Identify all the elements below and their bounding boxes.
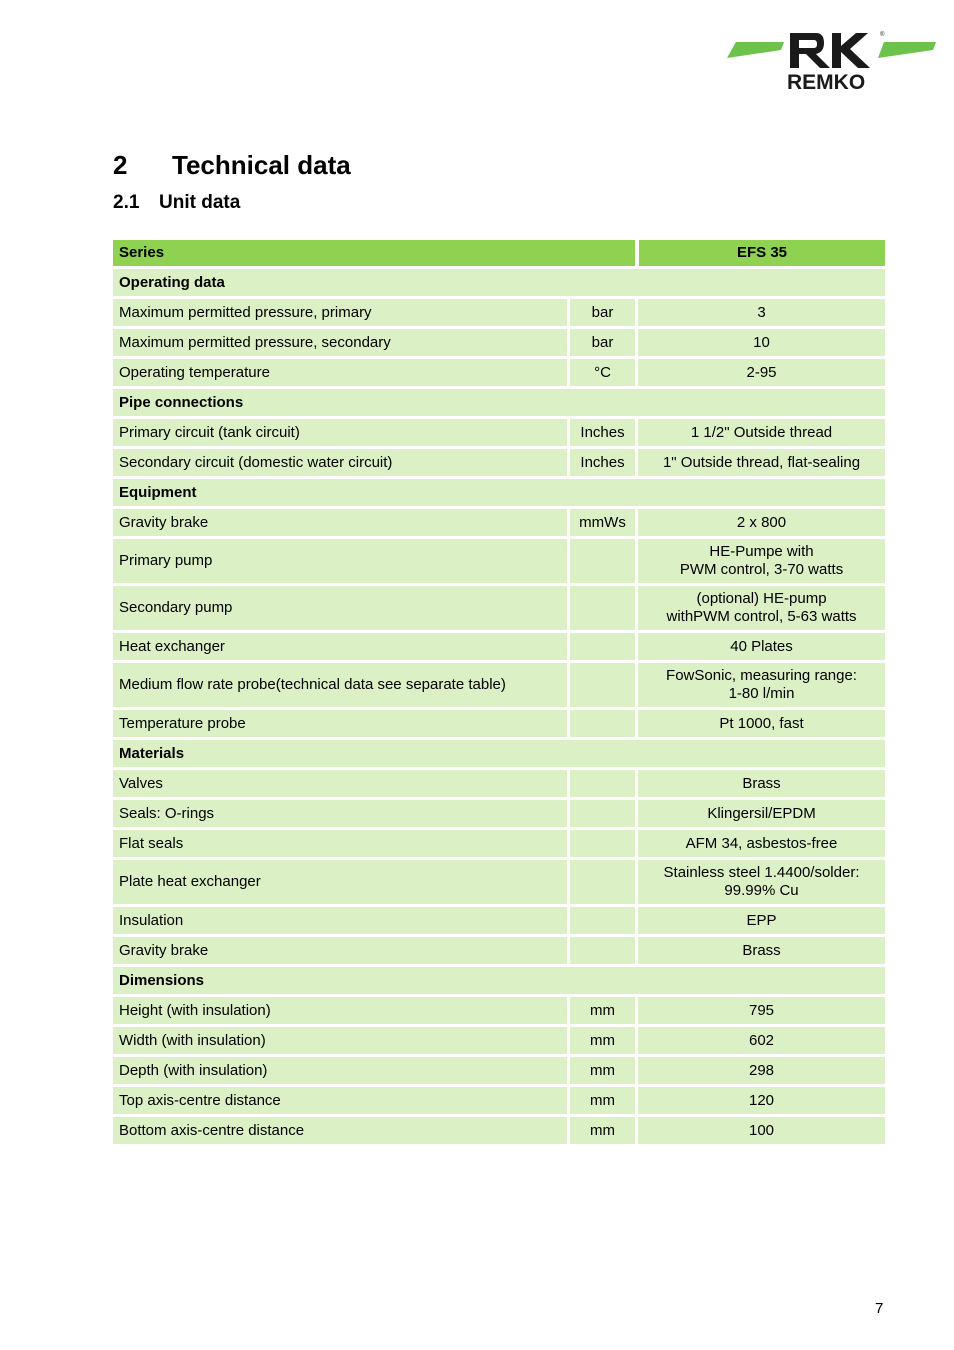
row-value — [635, 907, 885, 934]
value-line: 100 — [749, 1121, 775, 1139]
table-row — [113, 586, 885, 630]
row-label: Temperature probe — [113, 710, 567, 737]
row-unit: bar — [567, 299, 635, 326]
table-row — [113, 830, 885, 857]
row-value — [635, 860, 885, 904]
row-unit: mm — [567, 1087, 635, 1114]
value-line: Pt 1000, fast — [719, 714, 804, 732]
row-value — [635, 539, 885, 583]
table-row — [113, 359, 885, 386]
row-unit — [567, 633, 635, 660]
table-row — [113, 1057, 885, 1084]
value-line: 795 — [749, 1001, 775, 1019]
table-row — [113, 860, 885, 904]
page-number: 7 — [875, 1300, 884, 1317]
value-line: 3 — [757, 303, 766, 321]
table-header-row — [113, 240, 885, 266]
value-line: EPP — [746, 911, 777, 929]
row-unit: mmWs — [567, 509, 635, 536]
subheading-number: 2.1 — [113, 192, 140, 213]
value-line: Klingersil/EPDM — [707, 804, 816, 822]
row-value — [635, 509, 885, 536]
heading-title: Technical data — [172, 150, 351, 180]
value-line: PWM control, 3-70 watts — [679, 561, 844, 578]
row-label: Primary pump — [113, 539, 567, 583]
row-unit — [567, 907, 635, 934]
row-value — [635, 1117, 885, 1144]
value-line: 40 Plates — [730, 637, 793, 655]
unit-data-table-body — [113, 240, 885, 1144]
row-unit — [567, 800, 635, 827]
row-label: Primary circuit (tank circuit) — [113, 419, 567, 446]
value-line: Brass — [742, 774, 781, 792]
table-row — [113, 633, 885, 660]
row-label: Seals: O-rings — [113, 800, 567, 827]
value-line: withPWM control, 5-63 watts — [666, 608, 857, 625]
table-row — [113, 449, 885, 476]
table-row — [113, 997, 885, 1024]
table-row — [113, 907, 885, 934]
section-title: Equipment — [113, 479, 885, 506]
table-row — [113, 710, 885, 737]
remko-logo — [724, 28, 938, 94]
row-unit — [567, 663, 635, 707]
row-value — [635, 1027, 885, 1054]
table-row — [113, 800, 885, 827]
value-line: 120 — [749, 1091, 775, 1109]
value-line: 602 — [749, 1031, 775, 1049]
row-label: Secondary pump — [113, 586, 567, 630]
section-heading — [113, 192, 240, 214]
row-unit: Inches — [567, 449, 635, 476]
row-label: Secondary circuit (domestic water circuit) — [113, 449, 567, 476]
row-value — [635, 329, 885, 356]
row-label: Gravity brake — [113, 509, 567, 536]
row-label: Gravity brake — [113, 937, 567, 964]
table-row — [113, 1087, 885, 1114]
series-value: EFS 35 — [635, 240, 885, 266]
row-unit — [567, 830, 635, 857]
value-line: Stainless steel 1.4400/solder: — [663, 864, 860, 881]
svg-text:®: ® — [880, 32, 885, 38]
row-unit: mm — [567, 997, 635, 1024]
row-label: Heat exchanger — [113, 633, 567, 660]
row-unit: °C — [567, 359, 635, 386]
remko-logo-mark — [724, 28, 938, 94]
row-unit: bar — [567, 329, 635, 356]
row-value — [635, 359, 885, 386]
row-value — [635, 419, 885, 446]
value-line: 99.99% Cu — [724, 882, 799, 899]
row-value — [635, 299, 885, 326]
row-unit — [567, 770, 635, 797]
row-value — [635, 937, 885, 964]
svg-text:REMKO: REMKO — [787, 71, 866, 94]
row-value — [635, 1087, 885, 1114]
row-value — [635, 633, 885, 660]
row-label: Maximum permitted pressure, secondary — [113, 329, 567, 356]
heading-number: 2 — [113, 150, 128, 180]
row-label: Top axis-centre distance — [113, 1087, 567, 1114]
row-label: Width (with insulation) — [113, 1027, 567, 1054]
table-row — [113, 770, 885, 797]
row-value — [635, 800, 885, 827]
row-value — [635, 830, 885, 857]
table-row — [113, 663, 885, 707]
value-line: 2-95 — [746, 363, 777, 381]
row-label: Bottom axis-centre distance — [113, 1117, 567, 1144]
table-row — [113, 1117, 885, 1144]
table-row — [113, 329, 885, 356]
value-line: 10 — [753, 333, 770, 351]
row-unit: mm — [567, 1117, 635, 1144]
row-unit — [567, 860, 635, 904]
table-section-row — [113, 269, 885, 296]
value-line: (optional) HE-pump — [696, 590, 827, 607]
page-heading — [113, 150, 351, 181]
row-label: Height (with insulation) — [113, 997, 567, 1024]
table-row — [113, 937, 885, 964]
row-value — [635, 1057, 885, 1084]
table-row — [113, 1027, 885, 1054]
row-label: Depth (with insulation) — [113, 1057, 567, 1084]
row-unit: Inches — [567, 419, 635, 446]
row-label: Maximum permitted pressure, primary — [113, 299, 567, 326]
table-section-row — [113, 740, 885, 767]
value-line: Brass — [742, 941, 781, 959]
row-unit — [567, 937, 635, 964]
value-line: FowSonic, measuring range: — [666, 667, 857, 684]
row-label: Medium flow rate probe(technical data see separate table) — [113, 663, 567, 707]
row-label: Flat seals — [113, 830, 567, 857]
row-value — [635, 770, 885, 797]
row-value — [635, 586, 885, 630]
row-value — [635, 449, 885, 476]
row-unit: mm — [567, 1057, 635, 1084]
value-line: 1" Outside thread, flat-sealing — [662, 453, 861, 471]
value-line: HE-Pumpe with — [709, 543, 814, 560]
table-row — [113, 299, 885, 326]
value-line: 1 1/2" Outside thread — [690, 423, 833, 441]
value-line: AFM 34, asbestos-free — [685, 834, 838, 852]
series-label: Series — [113, 240, 635, 266]
row-unit: mm — [567, 1027, 635, 1054]
row-label: Plate heat exchanger — [113, 860, 567, 904]
section-title: Materials — [113, 740, 885, 767]
table-row — [113, 509, 885, 536]
row-unit — [567, 539, 635, 583]
section-title: Pipe connections — [113, 389, 885, 416]
table-section-row — [113, 479, 885, 506]
table-row — [113, 539, 885, 583]
row-value — [635, 710, 885, 737]
row-value — [635, 997, 885, 1024]
table-row — [113, 419, 885, 446]
row-unit — [567, 710, 635, 737]
section-title: Dimensions — [113, 967, 885, 994]
value-line: 1-80 l/min — [728, 685, 795, 702]
row-label: Insulation — [113, 907, 567, 934]
row-value — [635, 663, 885, 707]
table-section-row — [113, 967, 885, 994]
unit-data-table — [113, 237, 885, 1147]
value-line: 2 x 800 — [736, 513, 787, 531]
section-title: Operating data — [113, 269, 885, 296]
row-unit — [567, 586, 635, 630]
table-section-row — [113, 389, 885, 416]
row-label: Operating temperature — [113, 359, 567, 386]
row-label: Valves — [113, 770, 567, 797]
subheading-title: Unit data — [159, 192, 241, 213]
value-line: 298 — [749, 1061, 775, 1079]
